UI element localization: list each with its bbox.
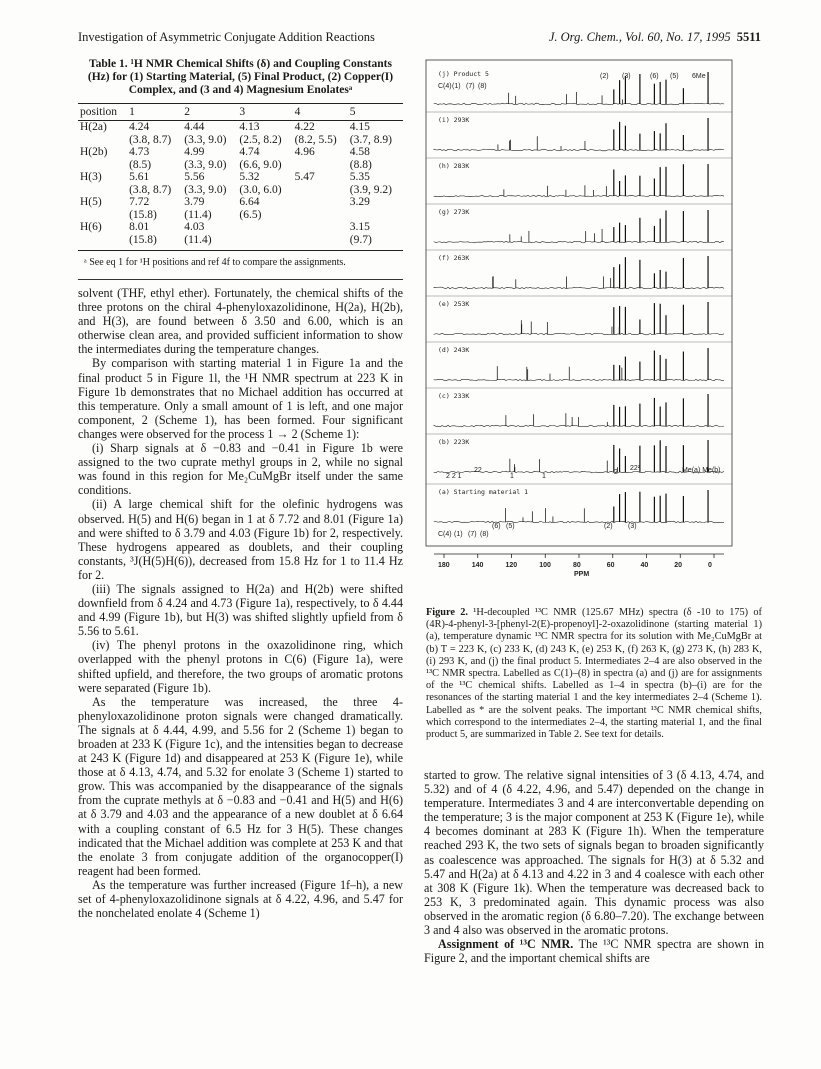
table-cell: (3.7, 8.9)	[349, 133, 392, 146]
table-cell	[78, 184, 127, 197]
table-cell	[293, 221, 348, 234]
table-cell: 4.24	[129, 121, 150, 133]
divider	[78, 279, 403, 280]
peak-assignment: (3)	[622, 73, 631, 80]
table-cell	[293, 184, 348, 197]
axis-tick-label: 80	[573, 562, 581, 569]
intermediate-label: 22²	[630, 465, 641, 472]
section-heading: Assignment of ¹³C NMR.	[438, 937, 574, 952]
table-row	[78, 159, 403, 172]
paragraph	[424, 937, 764, 965]
peak-assignment: (5)	[506, 523, 515, 530]
table-header-cell: 2	[182, 104, 237, 121]
nmr-table	[78, 103, 403, 251]
peak-assignment: (1)	[452, 83, 461, 90]
axis-tick-label: 40	[640, 562, 649, 569]
table-cell: H(2a)	[80, 121, 107, 133]
spectrum-label: (i) 293K	[438, 116, 470, 124]
axis-tick-label: 180	[438, 562, 450, 569]
spectrum-label: (d) 243K	[438, 346, 470, 354]
table-header-cell: 1	[127, 104, 182, 121]
axis-tick-label: 140	[471, 562, 484, 569]
table-cell: 3.15	[349, 221, 370, 233]
table-cell: (11.4)	[182, 234, 237, 251]
table-cell: H(6)	[80, 221, 102, 233]
paragraph: (iii) The signals assigned to H(2a) and H(2b) were shifted downfield from δ 4.24 and 4.73 (Figure 1a), respectively, to δ 4.44 and 4.99 (Figure 1b), but H(3) was shifted slightly upfield from δ 5.56 to 5.61.	[78, 581, 403, 639]
table-cell: (3.8, 8.7)	[129, 183, 172, 196]
table-header-row	[78, 104, 403, 121]
table-row	[78, 196, 403, 209]
peak-assignment: C(4)	[438, 83, 452, 90]
table-header-cell: 5	[348, 104, 403, 121]
table-cell: 4.22	[294, 121, 315, 133]
intermediate-label: 1	[510, 473, 514, 480]
table-cell	[237, 221, 292, 234]
table-cell: (3.9, 9.2)	[349, 183, 392, 196]
spectrum-label: (j) Product 5	[438, 70, 489, 78]
axis-tick-label: 60	[606, 562, 615, 569]
spectrum-baseline	[434, 521, 724, 523]
table-cell: (3.3, 9.0)	[184, 158, 227, 171]
axis-tick-label: 100	[539, 562, 551, 569]
spectrum-label: (f) 263K	[438, 254, 470, 262]
intermediate-label: 22	[474, 467, 482, 474]
figure-2-spectra	[424, 58, 764, 603]
table-cell: (15.8)	[127, 234, 182, 251]
table-cell: (8.5)	[129, 158, 152, 171]
table-cell	[78, 209, 127, 222]
table-cell: 4.15	[349, 121, 370, 133]
table-cell	[293, 234, 348, 251]
table-cell: 4.03	[184, 221, 205, 233]
page-number: 5511	[736, 30, 761, 44]
table-cell: 5.35	[349, 171, 370, 183]
table-cell: (3.0, 6.0)	[239, 183, 282, 196]
intermediate-label: Me(a) Me(b)	[682, 467, 721, 474]
journal-citation: J. Org. Chem., Vol. 60, No. 17, 1995	[548, 30, 731, 44]
table-cell: H(3)	[80, 171, 102, 183]
axis-unit: PPM	[574, 571, 590, 578]
paragraph: As the temperature was further increased (Figure 1f–h), a new set of 4-phenyloxazolidinone signals at δ 4.22, 4.96, and 5.47 for the nonchelated enolate 4 (Scheme 1)	[78, 877, 403, 921]
peak-assignment: (5)	[670, 73, 679, 80]
paragraph: (ii) A large chemical shift for the olefinic hydrogens was observed. H(5) and H(6) began in 1 at δ 7.72 and 8.01 (Figure 1a) and were shifted to δ 3.79 and 4.03 (Figure 1b) for 2, respectively. These hydrogens appeared as doublets, and their coupling constants, ³J(H(5)H(6)), decreased from 15.8 Hz for 1 to 11.4 Hz for 2.	[78, 497, 403, 582]
left-body-text	[78, 286, 403, 920]
table-cell	[293, 159, 348, 172]
table-cell: 8.01	[129, 221, 150, 233]
axis-tick-label: 120	[505, 562, 518, 569]
intermediate-label: 2	[614, 469, 618, 476]
spectrum-label: (a) Starting material 1	[438, 488, 529, 496]
table-cell: 5.56	[184, 171, 205, 183]
table-cell: 4.74	[239, 146, 260, 158]
spectrum-label: (c) 233K	[438, 392, 470, 400]
peak-assignment: (8)	[480, 531, 489, 538]
peak-assignment: C(4)	[438, 531, 452, 538]
table-header-cell: position	[78, 104, 127, 121]
paragraph: As the temperature was increased, the three 4-phenyloxazolidinone proton signals were changed dramatically. The signals at δ 4.44, 4.99, and 5.56 for 2 (Scheme 1) began to broaden at 233 K (Figure 1c), and the intensities began to decrease at 243 K (Figure 1d) and disappeared at 253 K (Figure 1e), while those at δ 4.13, 4.74, and 5.32 for enolate 3 (Scheme 1) started to grow. This was accompanied by the disappearance of the signals from the cuprate methyls at δ −0.83 and −0.41 and H(5) and H(6) at δ 3.79 and 4.03 and the appearance of a new doublet at δ 6.64 with a coupling constant of 6.5 Hz for 3 H(5). These changes indicated that the Michael addition was complete at 253 K and that the enolate 3 from conjugate addition of the organocopper(I) reagent had been formed.	[78, 694, 403, 878]
table-footnote: ᵃ See eq 1 for ¹H positions and ref 4f to compare the assignments.	[84, 257, 346, 268]
table-cell: (8.8)	[349, 158, 372, 171]
figure-caption	[424, 607, 764, 741]
peak-assignment: (2)	[600, 73, 609, 80]
table-header-cell: 3	[237, 104, 292, 121]
spectrum-label: (e) 253K	[438, 300, 470, 308]
spectrum-baseline	[434, 379, 724, 381]
peak-assignment: (3)	[628, 523, 637, 530]
peak-assignment: (7)	[466, 83, 475, 90]
table-cell: 7.72	[129, 196, 150, 208]
intermediate-label: 2 2 1	[446, 473, 462, 480]
figure-caption-label: Figure 2.	[426, 607, 468, 618]
table-cell: (11.4)	[184, 208, 212, 221]
peak-assignment: (2)	[604, 523, 613, 530]
table-cell	[78, 159, 127, 172]
spectrum-label: (h) 283K	[438, 162, 470, 170]
table-cell: 4.58	[349, 146, 370, 158]
table-cell: 4.73	[129, 146, 150, 158]
paragraph: solvent (THF, ethyl ether). Fortunately, the chemical shifts of the three protons on the chiral 4-phenyloxazolidinone, H(2a), H(2b), and H(3), are found between δ 3.50 and 6.00, which is an otherwise clean area, and provided sufficient information to show the intermediates during the temperature changes.	[78, 286, 403, 357]
table-cell: (6.5)	[239, 208, 262, 221]
table-cell: 4.99	[184, 146, 205, 158]
peak-assignment: 6Me	[692, 73, 706, 80]
table-cell: 5.47	[294, 171, 315, 183]
table-cell: 5.61	[129, 171, 150, 183]
table-caption: Table 1. ¹H NMR Chemical Shifts (δ) and Coupling Constants (Hz) for (1) Starting Material, (5) Final Product, (2) Copper(I) Complex, and (3 and 4) Magnesium Enolatesᵃ	[87, 58, 394, 96]
table-row	[78, 171, 403, 184]
spectrum-baseline	[434, 241, 724, 243]
table-cell: (8.2, 5.5)	[294, 133, 337, 146]
table-row	[78, 209, 403, 222]
table-cell: (15.8)	[129, 208, 157, 221]
spectrum-baseline	[434, 333, 724, 335]
table-row	[78, 234, 403, 251]
intermediate-label: 1	[542, 473, 546, 480]
table-cell	[293, 196, 348, 209]
table-cell: H(5)	[80, 196, 102, 208]
table-cell: (3.3, 9.0)	[184, 183, 227, 196]
table-cell	[78, 134, 127, 147]
table-row	[78, 121, 403, 134]
table-row	[78, 146, 403, 159]
peak-assignment: (6)	[650, 73, 659, 80]
paragraph: By comparison with starting material 1 in Figure 1a and the final product 5 in Figure 1l, the ¹H NMR spectrum at 223 K in Figure 1b demonstrates that no Michael addition has occurred at this temperature. Only a small amount of 1 is left, and one major component, 2 (Scheme 1), has been formed. Four significant changes were observed for the process 1 → 2 (Scheme 1):	[78, 356, 403, 441]
table-row	[78, 221, 403, 234]
left-column	[78, 58, 403, 920]
running-header-journal	[549, 30, 761, 45]
spectrum-label: (b) 223K	[438, 438, 470, 446]
table-cell: (9.7)	[348, 234, 403, 251]
right-column	[424, 58, 764, 741]
table-cell: (2.5, 8.2)	[239, 133, 282, 146]
axis-tick-label: 0	[708, 562, 712, 569]
spectrum-label: (g) 273K	[438, 208, 470, 216]
peak-assignment: (8)	[478, 83, 487, 90]
table-cell: 4.96	[294, 146, 315, 158]
paragraph-text: The ¹³C NMR spectra are shown in Figure 2, and the important chemical shifts are	[424, 937, 764, 966]
spectrum-baseline	[434, 287, 724, 289]
spectrum-baseline	[434, 103, 724, 105]
right-body-text	[424, 768, 764, 965]
table-row	[78, 184, 403, 197]
nmr-spectra-stack	[424, 58, 764, 603]
table-cell: 3.79	[184, 196, 205, 208]
table-cell: (6.6, 9.0)	[239, 158, 282, 171]
table-cell	[237, 234, 292, 251]
spectrum-baseline	[434, 195, 724, 197]
peak-assignment: (7)	[468, 531, 477, 538]
table-cell: 4.44	[184, 121, 205, 133]
spectrum-baseline	[434, 149, 724, 151]
figure-caption-text: ¹H-decoupled ¹³C NMR (125.67 MHz) spectra (δ -10 to 175) of (4R)-4-phenyl-3-[phenyl-2(E)-propenoyl]-2-oxazolidinone (starting material 1) (a), temperature dynamic ¹³C NMR spectra for its solution with Me₂CuMgBr at (b) T = 223 K, (c) 233 K, (d) 243 K, (e) 253 K, (f) 263 K, (g) 273 K, (h) 283 K, (i) 293 K, and (j) the final product 5. Intermediates 2–4 are also observed in the ¹³C NMR spectra. Labelled as C(1)–(8) in spectra (a) and (j) are for assignments of the ¹³C chemical shifts. Labelled as 1–4 in spectra (b)–(i) are for the resonances of the starting material 1 and the key intermediates 2–4 (Scheme 1). Labelled as * are the solvent peaks. The important ¹³C NMR chemical shifts, which correspond to the intermediates 2–4, the starting material 1, and the final product 5, are summarized in Table 2. See text for details.	[426, 607, 762, 741]
paragraph: started to grow. The relative signal intensities of 3 (δ 4.13, 4.74, and 5.32) and of 4 (δ 4.22, 4.96, and 5.47) depended on the change in temperature. Intermediates 3 and 4 are interconvertable depending on the temperature; 3 is the major component at 253 K (Figure 1e), while 4 becomes dominant at 283 K (Figure 1h). When the temperature reached 293 K, the two sets of signals began to broaden significantly as coalescence was approached. The signals for H(3) at δ 5.32 and 5.47 and H(2a) at δ 4.13 and 4.22 in 3 and 4 coalesce with each other at 308 K (Figure 1k). When the temperature was decreased back to 253 K, 3 predominated again. This dynamic process was also observed in the aromatic region (δ 6.80–7.20). The exchange between 3 and 4 also was observed in the aromatic protons.	[424, 768, 764, 938]
table-cell: H(2b)	[80, 146, 108, 158]
table-cell	[78, 234, 127, 251]
table-row	[78, 134, 403, 147]
table-header-cell: 4	[293, 104, 348, 121]
paragraph: (i) Sharp signals at δ −0.83 and −0.41 in Figure 1b were assigned to the two cuprate methyl groups in 2, while no signal was found in this region for Me₂CuMgBr itself under the same conditions.	[78, 441, 403, 498]
table-cell: (3.3, 9.0)	[184, 133, 227, 146]
running-header-title: Investigation of Asymmetric Conjugate Addition Reactions	[78, 30, 375, 44]
axis-tick-label: 20	[674, 562, 683, 569]
table-cell: 4.13	[239, 121, 260, 133]
table-cell: 5.32	[239, 171, 260, 183]
table-cell: (3.8, 8.7)	[129, 133, 172, 146]
table-cell: 6.64	[239, 196, 260, 208]
table-cell: 3.29	[349, 196, 370, 208]
peak-assignment: (1)	[454, 531, 463, 538]
table-cell	[293, 209, 348, 222]
paragraph: (iv) The phenyl protons in the oxazolidinone ring, which overlapped with the phenyl protons in C(6) (Figure 1a), were shifted upfield, and therefore, the two groups of aromatic protons were separated (Figure 1b).	[78, 638, 403, 695]
peak-assignment: (6)	[492, 523, 501, 530]
table-cell	[348, 209, 403, 222]
